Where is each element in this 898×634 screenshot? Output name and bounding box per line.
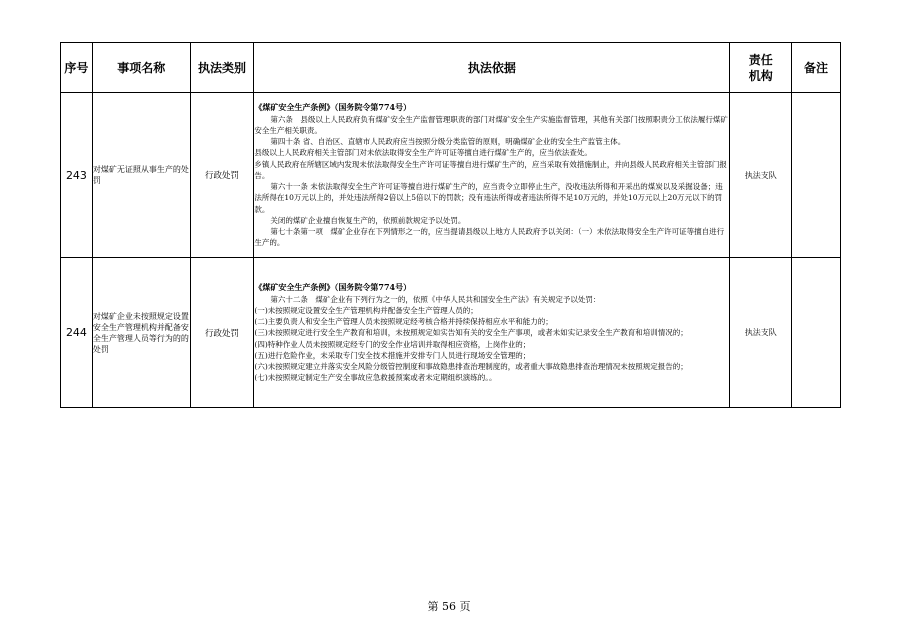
row-remark [792,93,841,258]
row-org: 执法支队 [730,258,792,408]
header-org-line1: 责任 [748,52,773,67]
basis-line: (四)特种作业人员未按照规定经专门的安全作业培训并取得相应资格，上岗作业的； [254,339,531,349]
row-remark [792,258,841,408]
header-row [61,43,841,93]
basis-line: 第六十一条 未依法取得安全生产许可证等擅自进行煤矿生产的，应当责令立即停止生产，没收违法所得和开采出的煤炭以及采掘设备；违法所得在10万元以上的，并处违法所得2倍以上5倍以下的罚款；没有违法所得或者违法所得不足10万元的，并处10万元以上20万元以下的罚款。 [254,182,723,214]
table-row [61,93,841,258]
table-row [61,258,841,408]
header-org [730,43,792,93]
row-name: 对煤矿无证照从事生产的处罚 [92,93,190,258]
row-category: 行政处罚 [190,93,254,258]
row-basis [254,258,730,408]
basis-line: 第六十二条 煤矿企业有下列行为之一的，依照《中华人民共和国安全生产法》有关规定予以处罚： [270,294,601,304]
basis-line: 第四十条 省、自治区、直辖市人民政府应当按照分级分类监管的原则，明确煤矿企业的安全生产监管主体。 [270,137,626,147]
basis-line: 乡镇人民政府在所辖区域内发现未依法取得安全生产许可证等擅自进行煤矿生产的，应当采取有效措施制止，并向县级人民政府相关主管部门报告。 [254,159,727,180]
header-remark: 备注 [792,43,841,93]
basis-line: (三)未按照规定进行安全生产教育和培训，未按照规定如实告知有关的安全生产事项，或者未如实记录安全生产教育和培训情况的； [254,328,688,338]
basis-title: 《煤矿安全生产条例》（国务院令第774号） [254,281,412,292]
basis-title: 《煤矿安全生产条例》（国务院令第774号） [254,101,412,112]
row-seq: 244 [61,258,93,408]
header-category: 执法类别 [190,43,254,93]
header-name: 事项名称 [92,43,190,93]
header-basis: 执法依据 [254,43,730,93]
row-org: 执法支队 [730,93,792,258]
basis-line: (一)未按照规定设置安全生产管理机构并配备安全生产管理人员的； [254,305,478,315]
basis-line: 县级以上人民政府相关主管部门对未依法取得安全生产许可证等擅自进行煤矿生产的，应当依法查处。 [254,148,592,158]
basis-line: (六)未按照规定建立并落实安全风险分级管控制度和事故隐患排查治理制度的，或者重大事故隐患排查治理情况未按照规定报告的； [254,362,688,371]
row-name: 对煤矿企业未按照规定设置安全生产管理机构并配备安全生产管理人员等行为的的处罚 [92,258,190,408]
page-number: 第 56 页 [427,600,471,613]
row-seq: 243 [61,93,93,258]
header-seq: 序号 [61,43,93,93]
header-org-line2: 机构 [748,68,773,83]
basis-line: (五)进行危险作业，未采取专门安全技术措施并安排专门人员进行现场安全管理的； [254,350,531,360]
enforcement-table [60,42,841,408]
basis-line: (七)未按照规定制定生产安全事故应急救援预案或者未定期组织演练的。。 [254,373,497,383]
row-basis [254,93,730,258]
row-category: 行政处罚 [190,258,254,408]
basis-line: (二)主要负责人和安全生产管理人员未按照规定经考核合格并持续保持相应水平和能力的； [254,317,553,327]
basis-line: 第六条 县级以上人民政府负有煤矿安全生产监督管理职责的部门对煤矿安全生产实施监督管理，其他有关部门按照职责分工依法履行煤矿安全生产相关职责。 [254,114,728,136]
basis-line: 关闭的煤矿企业擅自恢复生产的，依照前款规定予以处罚。 [270,215,466,225]
basis-line: 第七十条第一项 煤矿企业存在下列情形之一的，应当提请县级以上地方人民政府予以关闭：（一）未依法取得安全生产许可证等擅自进行生产的。 [254,226,725,248]
